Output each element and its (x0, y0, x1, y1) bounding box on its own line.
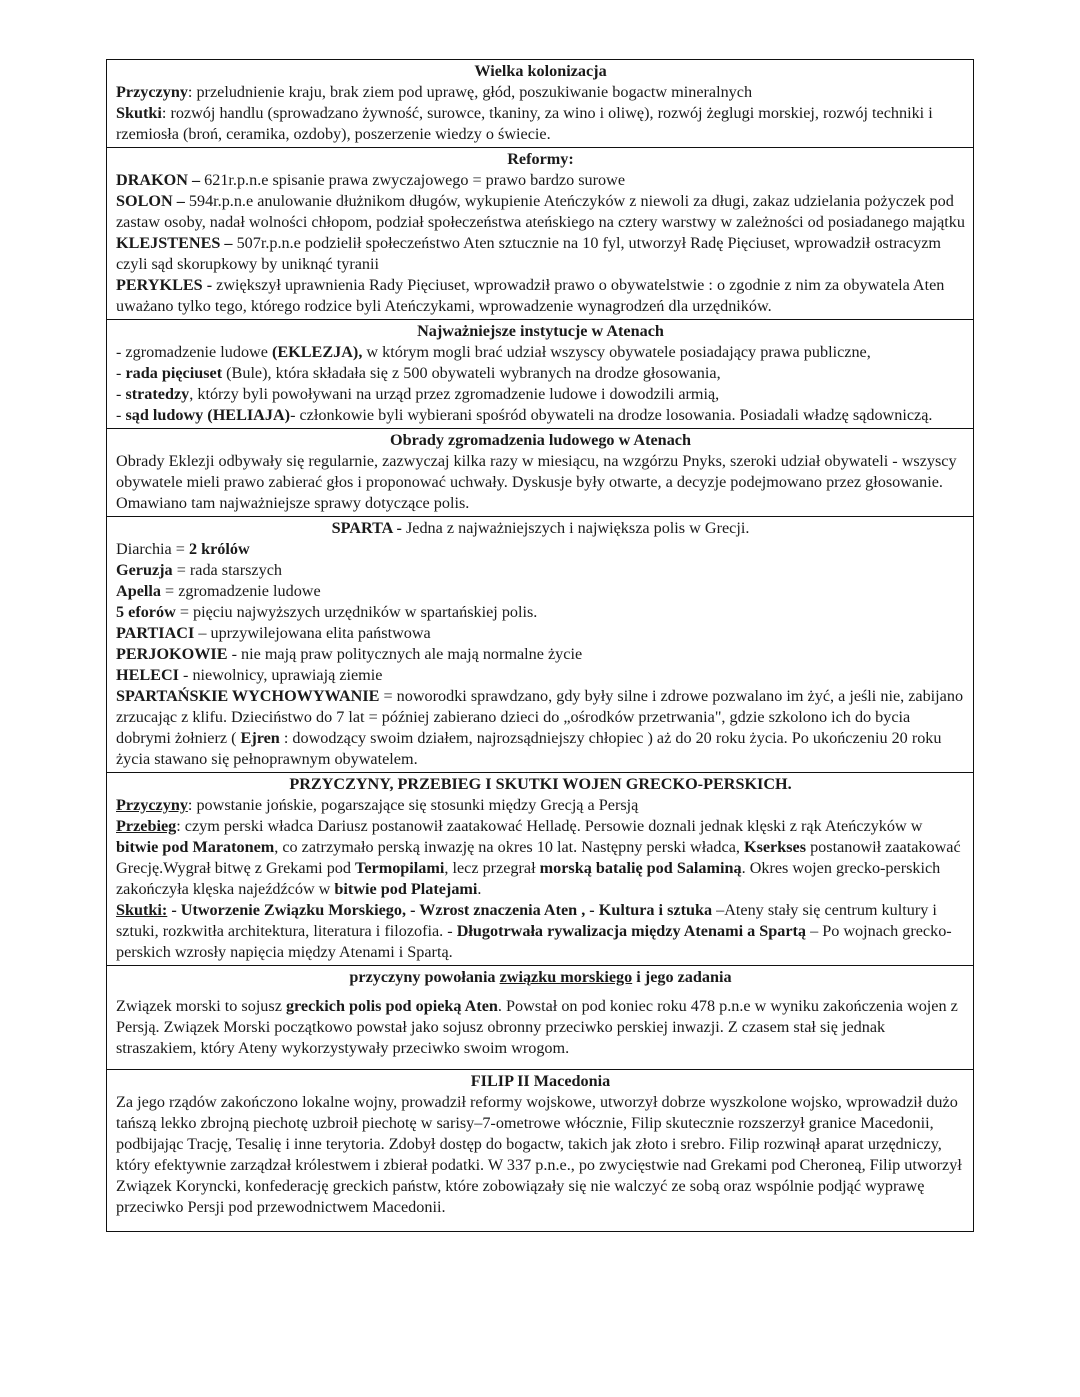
paragraph: KLEJSTENES – 507r.p.n.e podzielił społeczeństwo Aten sztucznie na 10 fyl, utworzył Radę Pięciuset, wprowadził ostracyzm czyli sąd skorupkowy by uniknąć tyranii (116, 234, 941, 273)
list-item: - zgromadzenie ludowe (EKLEZJA), w którym mogli brać udział wszyscy obywatele posiadający prawa publiczne, (116, 343, 871, 361)
section-title: FILIP II Macedonia (470, 1072, 611, 1090)
list-item: Apella = zgromadzenie ludowe (116, 582, 321, 600)
section-reformy (107, 148, 973, 320)
list-item: - stratedzy, którzy byli powoływani na urząd przez zgromadzenie ludowe i dowodzili armią, (116, 385, 720, 403)
section-title: Obrady zgromadzenia ludowego w Atenach (390, 431, 691, 449)
section-title: Reformy: (507, 150, 574, 168)
paragraph: Skutki: rozwój handlu (sprowadzano żywność, surowce, tkaniny, za wino i oliwę), rozwój żeglugi morskiej, rozwój techniki i rzemiosła (broń, ceramika, ozdoby), poszerzenie wiedzy o świecie. (116, 104, 933, 143)
paragraph: DRAKON – 621r.p.n.e spisanie prawa zwyczajowego = prawo bardzo surowe (116, 171, 626, 189)
list-item: PERJOKOWIE - nie mają praw politycznych ale mają normalne życie (116, 645, 583, 663)
paragraph: Przyczyny: powstanie jońskie, pogarszające się stosunki między Grecją a Persją (116, 796, 639, 814)
list-item: HELECI - niewolnicy, uprawiają ziemie (116, 666, 383, 684)
paragraph: SOLON – 594r.p.n.e anulowanie dłużnikom długów, wykupienie Ateńczyków z niewoli za długi, zakaz udzielania pożyczek pod zastaw osoby, nadał wolności chłopom, podział społeczeństwa ateńskiego na cztery warstwy w zależności od posiadanego majątku (116, 192, 965, 231)
paragraph: Przebieg: czym perski władca Dariusz postanowił zaatakować Helladę. Persowie doznali jednak klęski z rąk Ateńczyków w bitwie pod Maratonem, co zatrzymało perską inwazję na okres 10 lat. Następny perski władca, Kserkses postanowił zaatakować Grecję.Wygrał bitwę z Grekami pod Termopilami, lecz przegrał morską batalię pod Salaminą. Okres wojen grecko-perskich zakończyła klęska najeźdźców w bitwie pod Platejami. (116, 817, 961, 898)
section-instytucje (107, 320, 973, 429)
section-title: Najważniejsze instytucje w Atenach (417, 322, 664, 340)
paragraph: Skutki: - Utworzenie Związku Morskiego, - Wzrost znaczenia Aten , - Kultura i sztuka –Ateny stały się centrum kultury i sztuki, rozkwitła architektura, literatura i filozofia. - Długotrwała rywalizacja między Atenami a Spartą – Po wojnach grecko-perskich wzrosły napięcia między Atenami i Spartą. (116, 901, 952, 961)
section-sparta (107, 517, 973, 773)
paragraph: SPARTAŃSKIE WYCHOWYWANIE = noworodki sprawdzano, gdy były silne i zdrowe pozwalano im żyć, a jeśli nie, zabijano zrzucając z klifu. Dzieciństwo do 7 lat = później zabierano dzieci do „ośrodków przetrwania", gdzie szkolono ich do bycia dobrymi żołnierz ( Ejren : dowodzący swoim działem, najrozsądniejszy chłopiec ) aż do 20 roku życia. Po ukończeniu 20 roku życia stawano się pełnoprawnym obywatelem. (116, 687, 964, 768)
paragraph: PERYKLES - zwiększył uprawnienia Rady Pięciuset, wprowadził prawo o obywatelstwie : o zgodnie z nim za obywatela Aten uważano tylko tego, którego rodzice byli Ateńczykami, wprowadzenie wynagrodzeń dla urzędników. (116, 276, 945, 315)
list-item: PARTIACI – uprzywilejowana elita państwowa (116, 624, 431, 642)
section-obrady (107, 429, 973, 517)
section-title: SPARTA - Jedna z najważniejszych i największa polis w Grecji. (331, 519, 750, 537)
list-item: - sąd ludowy (HELIAJA)- członkowie byli wybierani spośród obywateli na drodze losowania. Posiadali władzę sądowniczą. (116, 406, 933, 424)
section-title: Wielka kolonizacja (474, 62, 607, 80)
paragraph: Za jego rządów zakończono lokalne wojny, prowadził reformy wojskowe, utworzył dobrze wyszkolone wojsko, wprowadził dużo tańszą lekko zbrojną piechotę uzbroił piechotę w sarisy–7-ometrowe włócznie, Filip skutecznie rozszerzył granice Macedonii, podbijając Trację, Tesalię i inne terytoria. Zdobył dostęp do bogactw, takich jak złoto i srebro. Filip rozwinął aparat urzędniczy, który efektywnie zarządzał królestwem i zbierał podatki. W 337 p.n.e., po zwycięstwie nad Grekami pod Cheroneą, Filip utworzył Związek Koryncki, konfederację greckich państw, które zobowiązały się nie walczyć ze sobą oraz wspólnie podjąć wyprawę przeciwko Persji pod przewodnictwem Macedonii. (116, 1093, 962, 1216)
section-title: przyczyny powołania związku morskiego i jego zadania (349, 968, 732, 986)
list-item: - rada pięciuset (Bule), która składała się z 500 obywateli wybranych na drodze głosowania, (116, 364, 721, 382)
list-item: 5 eforów = pięciu najwyższych urzędników w spartańskiej polis. (116, 603, 538, 621)
paragraph: Związek morski to sojusz greckich polis pod opieką Aten. Powstał on pod koniec roku 478 p.n.e w wyniku zakończenia wojen z Persją. Związek Morski początkowo powstał jako sojusz obronny przeciwko perskiej inwazji. Z czasem stał się jednak straszakiem, który Ateny wykorzystywały przeciwko swoim wrogom. (116, 997, 958, 1057)
section-filip (107, 1070, 973, 1231)
section-kolonizacja (107, 60, 973, 148)
section-zwiazek (107, 966, 973, 1070)
list-item: Diarchia = 2 królów (116, 540, 250, 558)
list-item: Geruzja = rada starszych (116, 561, 282, 579)
section-title: PRZYCZYNY, PRZEBIEG I SKUTKI WOJEN GRECKO-PERSKICH. (289, 775, 792, 793)
section-wojny (107, 773, 973, 966)
paragraph: Obrady Eklezji odbywały się regularnie, zazwyczaj kilka razy w miesiącu, na wzgórzu Pnyks, szeroki udział obywateli - wszyscy obywatele mieli prawo zabierać głos i proponować uchwały. Dyskusje były otwarte, a decyzje podejmowano przez głosowanie. Omawiano tam najważniejsze sprawy dotyczące polis. (116, 452, 957, 512)
notes-table (106, 59, 974, 1232)
paragraph: Przyczyny: przeludnienie kraju, brak ziem pod uprawę, głód, poszukiwanie bogactw mineralnych (116, 83, 753, 101)
